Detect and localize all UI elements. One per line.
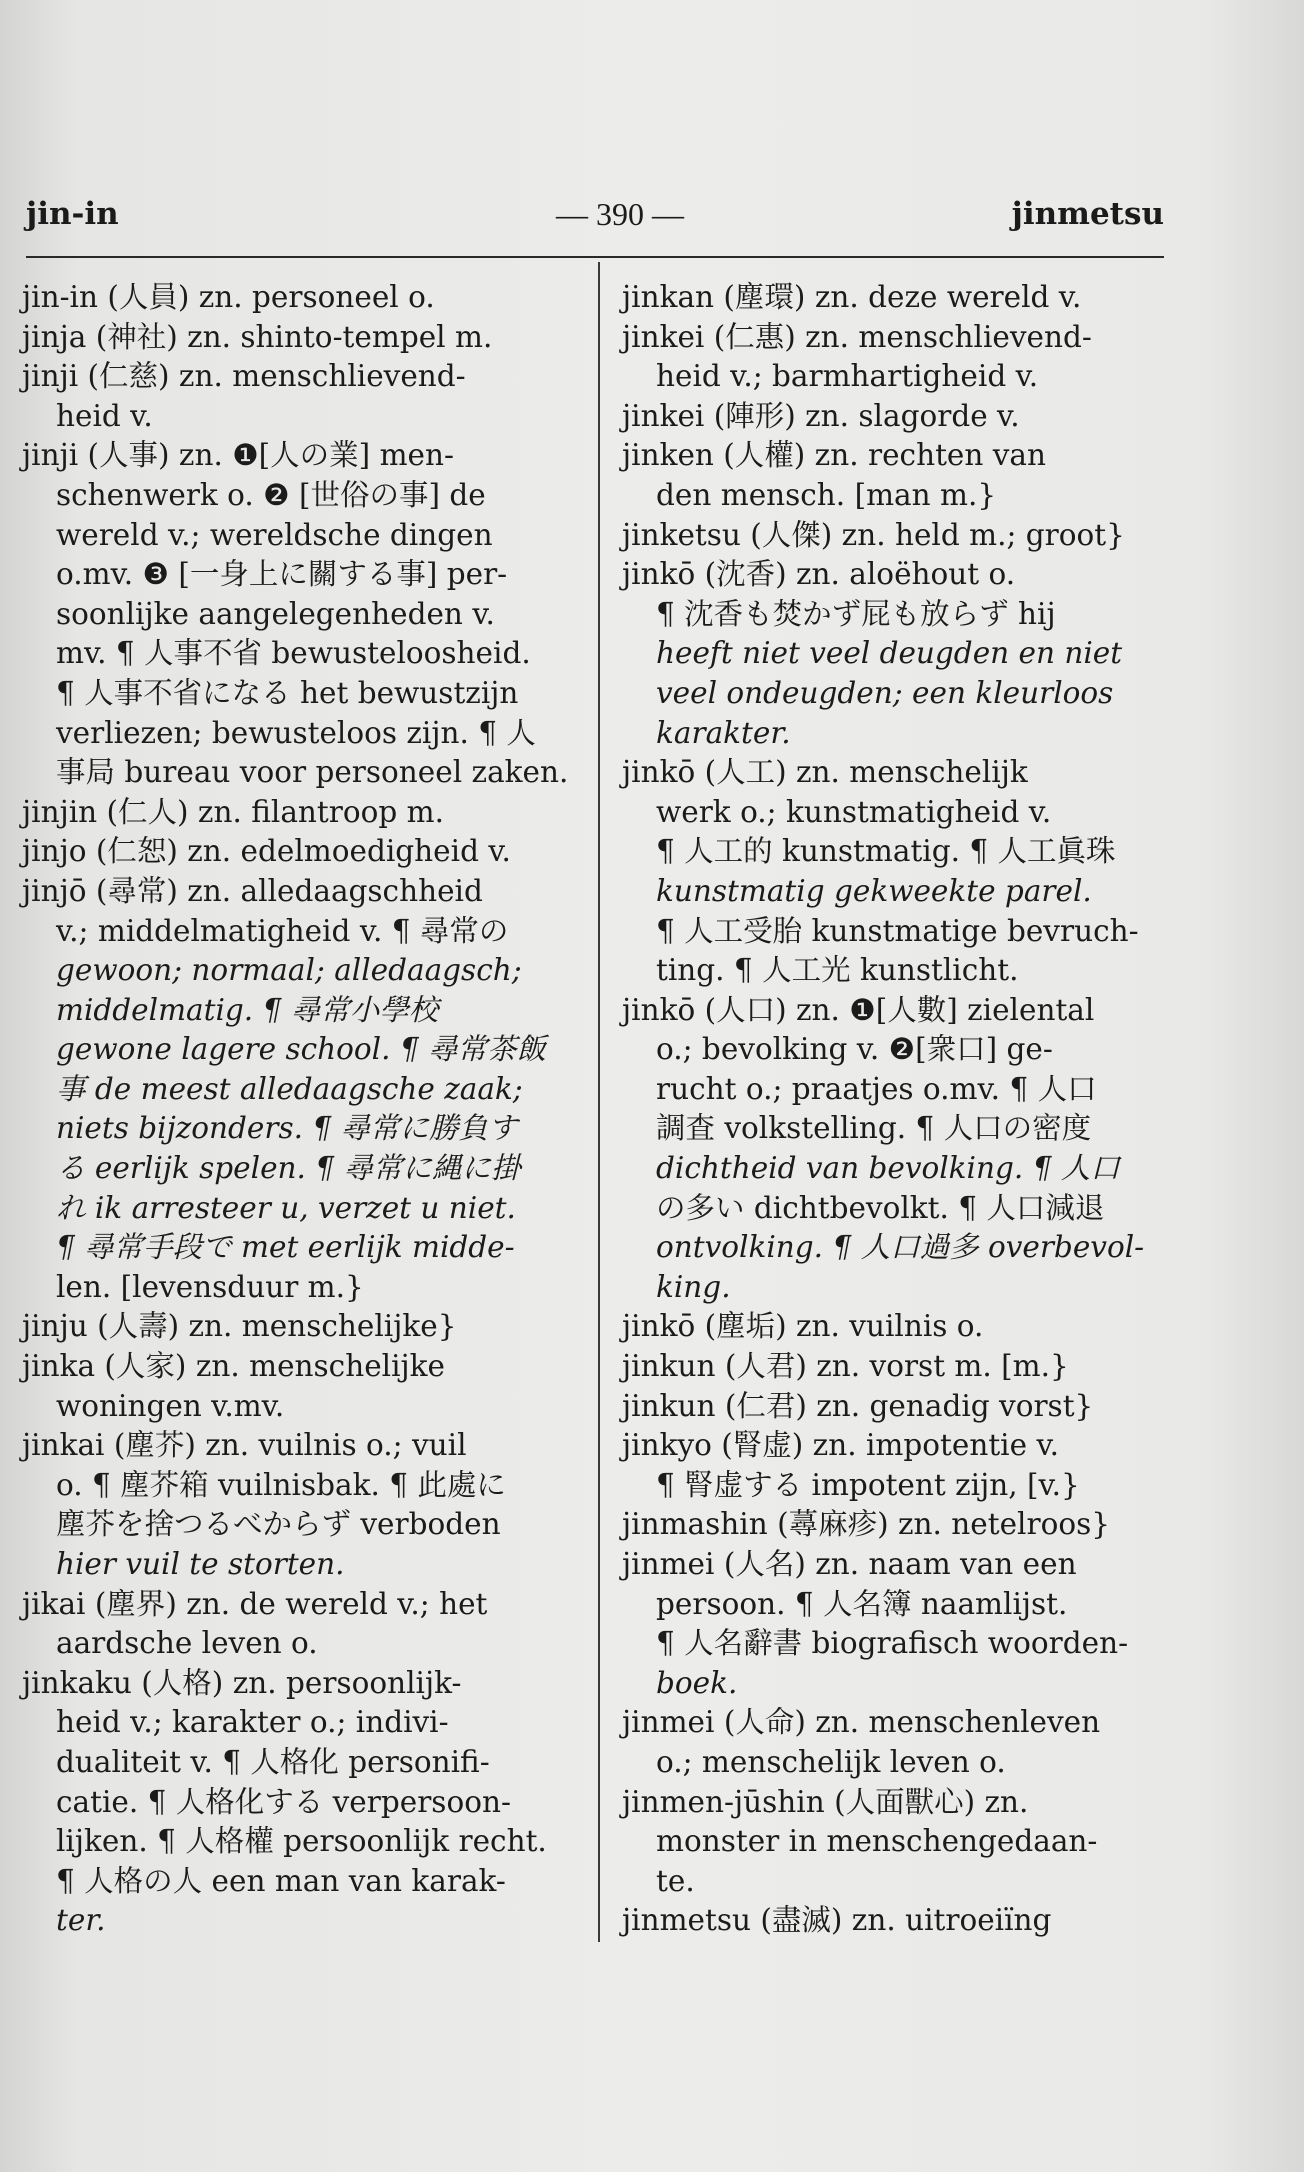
entry-line: ting. ¶ 人工光 kunstlicht. (656, 953, 1019, 988)
entry-line: jinju (人壽) zn. menschelijke} (22, 1309, 457, 1344)
entry-line: jinjo (仁恕) zn. edelmoedigheid v. (22, 834, 511, 869)
header-left-guide-word: jin-in (26, 196, 119, 232)
entry-line: o. ¶ 塵芥箱 vuilnisbak. ¶ 此處に (56, 1467, 506, 1502)
entry-line: v.; middelmatigheid v. ¶ 尋常の (56, 913, 509, 948)
entry-line: 事局 bureau voor personeel zaken. (56, 755, 569, 790)
entry-line: jinkei (陣形) zn. slagorde v. (622, 398, 1020, 433)
entry-line: ontvolking. ¶ 人口過多 overbevol- (656, 1230, 1145, 1265)
entry-line: jinkō (人工) zn. menschelijk (622, 755, 1028, 790)
entry-line: heeft niet veel deugden en niet (656, 636, 1123, 671)
entry-line: jinji (人事) zn. ❶[人の業] men- (22, 438, 454, 473)
entry-line: soonlijke aangelegenheden v. (56, 596, 495, 631)
column-divider (598, 262, 600, 1942)
entry-line: jinkō (人口) zn. ❶[人數] zielental (622, 992, 1095, 1027)
entry-line: o.; menschelijk leven o. (656, 1744, 1006, 1779)
entry-line: ¶ 人名辭書 biografisch woorden- (656, 1626, 1129, 1661)
entry-line: jinjin (仁人) zn. filantroop m. (22, 794, 445, 829)
page-number: — 390 — (556, 196, 684, 232)
entry-line: niets bijzonders. ¶ 尋常に勝負す (56, 1111, 518, 1146)
entry-line: jinkun (仁君) zn. genadig vorst} (622, 1388, 1094, 1423)
entry-line: jinkan (塵環) zn. deze wereld v. (622, 280, 1082, 314)
entry-line: ¶ 腎虚する impotent zijn, [v.} (656, 1467, 1080, 1502)
entry-line: rucht o.; praatjes o.mv. ¶ 人口 (656, 1071, 1097, 1106)
entry-line: den mensch. [man m.} (656, 477, 997, 512)
entry-line: verliezen; bewusteloos zijn. ¶ 人 (56, 715, 536, 750)
entry-line: o.mv. ❸ [一身上に關する事] per- (56, 557, 508, 592)
entry-line: veel ondeugden; een kleurloos (656, 675, 1114, 710)
entry-line: jin-in (人員) zn. personeel o. (22, 280, 435, 314)
entry-line: jinketsu (人傑) zn. held m.; groot} (622, 517, 1125, 552)
entry-line: jinkaku (人格) zn. persoonlijk- (22, 1665, 462, 1700)
entry-line: dualiteit v. ¶ 人格化 personifi- (56, 1744, 490, 1779)
entry-line: ¶ 尋常手段で met eerlijk midde- (56, 1230, 515, 1265)
entry-line: jinkyo (腎虚) zn. impotentie v. (622, 1428, 1059, 1463)
entry-line: karakter. (656, 715, 791, 750)
entry-line: te. (656, 1863, 695, 1898)
entry-line: jinjō (尋常) zn. alledaagschheid (22, 873, 483, 908)
entry-line: catie. ¶ 人格化する verpersoon- (56, 1784, 511, 1819)
entry-line: woningen v.mv. (56, 1388, 285, 1423)
entry-line: wereld v.; wereldsche dingen (56, 517, 493, 552)
entry-line: gewone lagere school. ¶ 尋常茶飯 (56, 1032, 547, 1067)
entry-line: ¶ 人格の人 een man van karak- (56, 1863, 506, 1898)
entry-line: jinkei (仁惠) zn. menschlievend- (622, 319, 1092, 354)
entry-line: dichtheid van bevolking. ¶ 人口 (656, 1151, 1120, 1186)
right-column (622, 278, 1170, 1941)
entry-line: ter. (56, 1903, 106, 1938)
entry-line: jinken (人權) zn. rechten van (622, 438, 1047, 473)
entry-line: jinka (人家) zn. menschelijke (22, 1349, 446, 1384)
entry-line: 事 de meest alledaagsche zaak; (56, 1071, 523, 1106)
entry-line: boek. (656, 1665, 738, 1700)
entry-line: jinmei (人名) zn. naam van een (622, 1547, 1077, 1581)
entry-line: ¶ 人事不省になる het bewustzijn (56, 675, 519, 710)
left-column (22, 278, 578, 1941)
entry-line: werk o.; kunstmatigheid v. (656, 794, 1052, 829)
entry-line: middelmatig. ¶ 尋常小學校 (56, 992, 439, 1027)
entry-line: jinkō (塵垢) zn. vuilnis o. (622, 1309, 984, 1344)
entry-line: jinmashin (蕁麻疹) zn. netelroos} (622, 1507, 1111, 1542)
entry-line: len. [levensduur m.} (56, 1269, 364, 1304)
entry-line: jinkai (塵芥) zn. vuilnis o.; vuil (22, 1428, 467, 1463)
entry-line: mv. ¶ 人事不省 bewusteloosheid. (56, 636, 531, 671)
entry-line: る eerlijk spelen. ¶ 尋常に縄に掛 (56, 1151, 521, 1186)
entry-line: jinkun (人君) zn. vorst m. [m.} (622, 1349, 1069, 1384)
entry-line: jinja (神社) zn. shinto-tempel m. (22, 319, 493, 354)
entry-line: heid v. (56, 398, 153, 433)
header-right-guide-word: jinmetsu (1011, 196, 1164, 232)
entry-line: hier vuil te storten. (56, 1547, 345, 1581)
entry-line: jikai (塵界) zn. de wereld v.; het (22, 1586, 488, 1621)
entry-line: monster in menschengedaan- (656, 1824, 1098, 1859)
entry-line: king. (656, 1269, 731, 1304)
entry-line: jinmen-jūshin (人面獸心) zn. (622, 1784, 1029, 1819)
entry-line: jinmetsu (盡滅) zn. uitroeiïng (622, 1903, 1052, 1938)
entry-line: heid v.; karakter o.; indivi- (56, 1705, 449, 1740)
entry-line: jinmei (人命) zn. menschenleven (622, 1705, 1101, 1740)
entry-line: jinkō (沈香) zn. aloëhout o. (622, 557, 1016, 592)
entry-line: schenwerk o. ❷ [世俗の事] de (56, 477, 486, 512)
entry-line: jinji (仁慈) zn. menschlievend- (22, 359, 466, 394)
entry-line: heid v.; barmhartigheid v. (656, 359, 1039, 394)
entry-line: ¶ 人工的 kunstmatig. ¶ 人工眞珠 (656, 834, 1116, 869)
entry-line: aardsche leven o. (56, 1626, 318, 1661)
entry-line: gewoon; normaal; alledaagsch; (56, 953, 522, 988)
entry-line: persoon. ¶ 人名簿 naamlijst. (656, 1586, 1068, 1621)
entry-line: ¶ 人工受胎 kunstmatige bevruch- (656, 913, 1139, 948)
entry-line: の多い dichtbevolkt. ¶ 人口減退 (656, 1190, 1105, 1225)
entry-line: 塵芥を捨つるべからず verboden (56, 1507, 501, 1542)
entry-line: lijken. ¶ 人格權 persoonlijk recht. (56, 1824, 547, 1859)
entry-line: o.; bevolking v. ❷[衆口] ge- (656, 1032, 1053, 1067)
entry-line: kunstmatig gekweekte parel. (656, 873, 1092, 908)
header-rule (26, 256, 1164, 258)
entry-line: 調査 volkstelling. ¶ 人口の密度 (656, 1111, 1092, 1146)
entry-line: れ ik arresteer u, verzet u niet. (56, 1190, 516, 1225)
entry-line: ¶ 沈香も焚かず屁も放らず hij (656, 596, 1056, 631)
